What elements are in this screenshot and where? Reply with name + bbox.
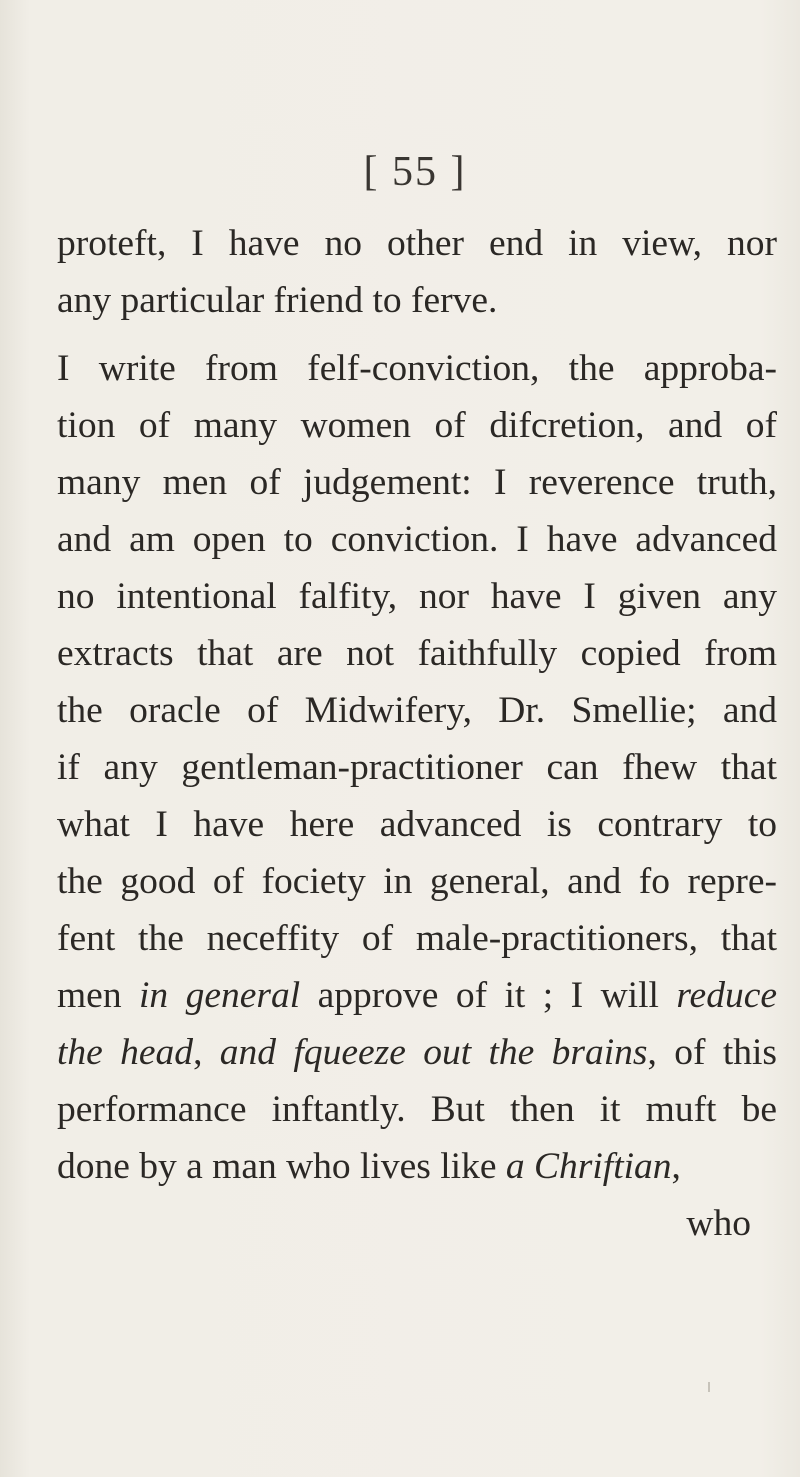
italic-text: and fqueeze out the brains (219, 1032, 648, 1073)
text-segment: done by a man who lives like (57, 1146, 506, 1187)
text-line: the good of fociety in general, and fo repre- (57, 861, 777, 902)
text-line: I write from felf-conviction, the approba- (57, 348, 777, 389)
text-segment: , (193, 1032, 220, 1073)
text-segment: men (57, 975, 140, 1016)
text-line: fent the neceffity of male-practitioners, that (57, 918, 777, 959)
text-line: and am open to conviction. I have advanced (57, 519, 777, 560)
text-line: performance inftantly. But then it muft be (57, 1089, 777, 1130)
text-line: proteft, I have no other end in view, nor (57, 223, 777, 264)
italic-text: a Chriftian (505, 1146, 672, 1187)
page-number: [ 55 ] (363, 149, 467, 195)
page-blemish (708, 1382, 710, 1392)
text-line: tion of many women of difcretion, and of (57, 405, 777, 446)
text-line (57, 1138, 777, 1195)
paragraph-2 (57, 340, 777, 1252)
italic-text: reduce (676, 975, 777, 1016)
text-segment: , (671, 1146, 681, 1187)
text-line (57, 1024, 777, 1081)
text-line (57, 967, 777, 1024)
italic-text: the head (57, 1032, 194, 1073)
text-line: no intentional falfity, nor have I given any (57, 576, 777, 617)
text-line: any particular friend to ferve. (57, 280, 498, 321)
text-line: if any gentleman-practitioner can fhew that (57, 747, 777, 788)
text-line: many men of judgement: I reverence truth, (57, 462, 777, 503)
italic-text: in general (139, 975, 301, 1016)
text-line: what I have here advanced is contrary to (57, 804, 777, 845)
catchword: who (686, 1203, 751, 1244)
text-segment: approve of it ; I will (300, 975, 677, 1016)
text-segment: , of this (647, 1032, 777, 1073)
text-line: the oracle of Midwifery, Dr. Smellie; and (57, 690, 777, 731)
paragraph-1 (57, 215, 777, 329)
text-line: extracts that are not faithfully copied from (57, 633, 777, 674)
